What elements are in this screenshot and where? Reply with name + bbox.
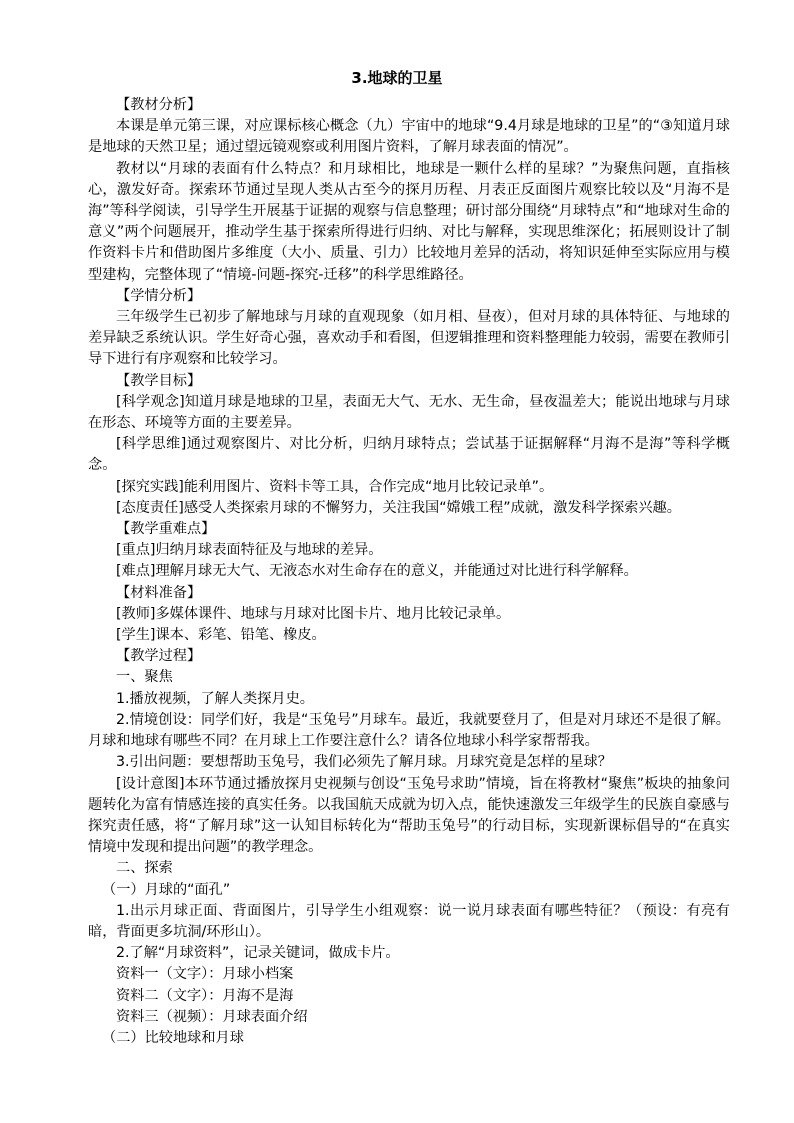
document-body <box>88 95 730 1049</box>
section-heading-textbook-analysis: 【教材分析】 <box>116 97 202 113</box>
goal-item: [探究实践]能利用图片、资料卡等工具，合作完成“地月比较记录单”。 <box>116 478 554 495</box>
goal-item: [态度责任]感受人类探索月球的不懈努力，关注我国“嫦娥工程”成就，激发科学探索兴趣。 <box>116 499 681 516</box>
material-item: [学生]课本、彩笔、铅笔、橡皮。 <box>116 627 326 644</box>
paragraph: 三年级学生已初步了解地球与月球的直观现象（如月相、昼夜），但对月球的具体特征、与地球的差异缺乏系统认识。学生好奇心强，喜欢动手和看图，但逻辑推理和资料整理能力较弱，需要在教师引导下进行有序观察和比较学习。 <box>88 309 730 368</box>
part-heading-focus: 一、聚焦 <box>116 669 173 686</box>
section-heading-teaching-process: 【教学过程】 <box>116 648 202 665</box>
paragraph: 本课是单元第三课，对应课标核心概念（九）宇宙中的地球“9.4月球是地球的卫星”的“③知道月球是地球的天然卫星；通过望远镜观察或利用图片资料，了解月球表面的情况”。 <box>88 118 730 156</box>
part-heading-explore: 二、探索 <box>116 860 173 877</box>
document-title: 3.地球的卫星 <box>351 69 443 87</box>
key-point-item: [难点]理解月球无大气、无液态水对生命存在的意义，并能通过对比进行科学解释。 <box>116 563 638 580</box>
resource-item: 资料一（文字）：月球小档案 <box>116 966 294 983</box>
section-heading-materials: 【材料准备】 <box>116 584 202 601</box>
section-heading-key-points: 【教学重难点】 <box>116 521 216 538</box>
paragraph: 教材以“月球的表面有什么特点？和月球相比，地球是一颗什么样的星球？”为聚焦问题，直指核心，激发好奇。探索环节通过呈现人类从古至今的探月历程、月表正反面图片观察比较以及“月海不是海”等科学阅读，引导学生开展基于证据的观察与信息整理；研讨部分围绕“月球特点”和“地球对生命的意义”两个问题展开，推动学生基于探索所得进行归纳、对比与解释，实现思维深化；拓展则设计了制作资料卡片和借助图片多维度（大小、质量、引力）比较地月差异的活动，将知识延伸至实际应用与模型建构，完整体现了“情境-问题-探究-迁移”的科学思维路径。 <box>88 160 730 283</box>
sub-heading-compare: （二）比较地球和月球 <box>102 1029 244 1046</box>
process-step: 3.引出问题：要想帮助玉兔号，我们必须先了解月球。月球究竟是怎样的星球？ <box>116 754 612 771</box>
design-intent: [设计意图]本环节通过播放探月史视频与创设“玉兔号求助”情境，旨在将教材“聚焦”板块的抽象问题转化为富有情感连接的真实任务。以我国航天成就为切入点，能快速激发三年级学生的民族自豪感与探究责任感，将“了解月球”这一认知目标转化为“帮助玉兔号”的行动目标，实现新课标倡导的“在真实情境中发现和提出问题”的教学理念。 <box>88 775 730 856</box>
process-step: 1.播放视频，了解人类探月史。 <box>116 690 314 707</box>
goal-item: [科学思维]通过观察图片、对比分析，归纳月球特点；尝试基于证据解释“月海不是海”等科学概念。 <box>88 436 730 474</box>
goal-item: [科学观念]知道月球是地球的卫星，表面无大气、无水、无生命，昼夜温差大；能说出地球与月球在形态、环境等方面的主要差异。 <box>88 393 730 432</box>
material-item: [教师]多媒体课件、地球与月球对比图卡片、地月比较记录单。 <box>116 605 511 622</box>
process-step: 1.出示月球正面、背面图片，引导学生小组观察：说一说月球表面有哪些特征？（预设：有亮有暗，背面更多坑洞/环形山）。 <box>88 902 730 940</box>
section-heading-teaching-goals: 【教学目标】 <box>116 372 202 389</box>
section-heading-student-analysis: 【学情分析】 <box>116 287 202 304</box>
process-step: 2.情境创设：同学们好，我是“玉兔号”月球车。最近，我就要登月了，但是对月球还不是很了解。月球和地球有哪些不同？在月球上工作要注意什么？请各位地球小科学家帮帮我。 <box>88 711 730 750</box>
sub-heading-moon-face: （一）月球的“面孔” <box>102 881 231 898</box>
key-point-item: [重点]归纳月球表面特征及与地球的差异。 <box>116 542 383 559</box>
process-step: 2.了解“月球资料”，记录关键词，做成卡片。 <box>116 945 400 962</box>
resource-item: 资料二（文字）：月海不是海 <box>116 987 294 1004</box>
resource-item: 资料三（视频）：月球表面介绍 <box>116 1008 308 1025</box>
